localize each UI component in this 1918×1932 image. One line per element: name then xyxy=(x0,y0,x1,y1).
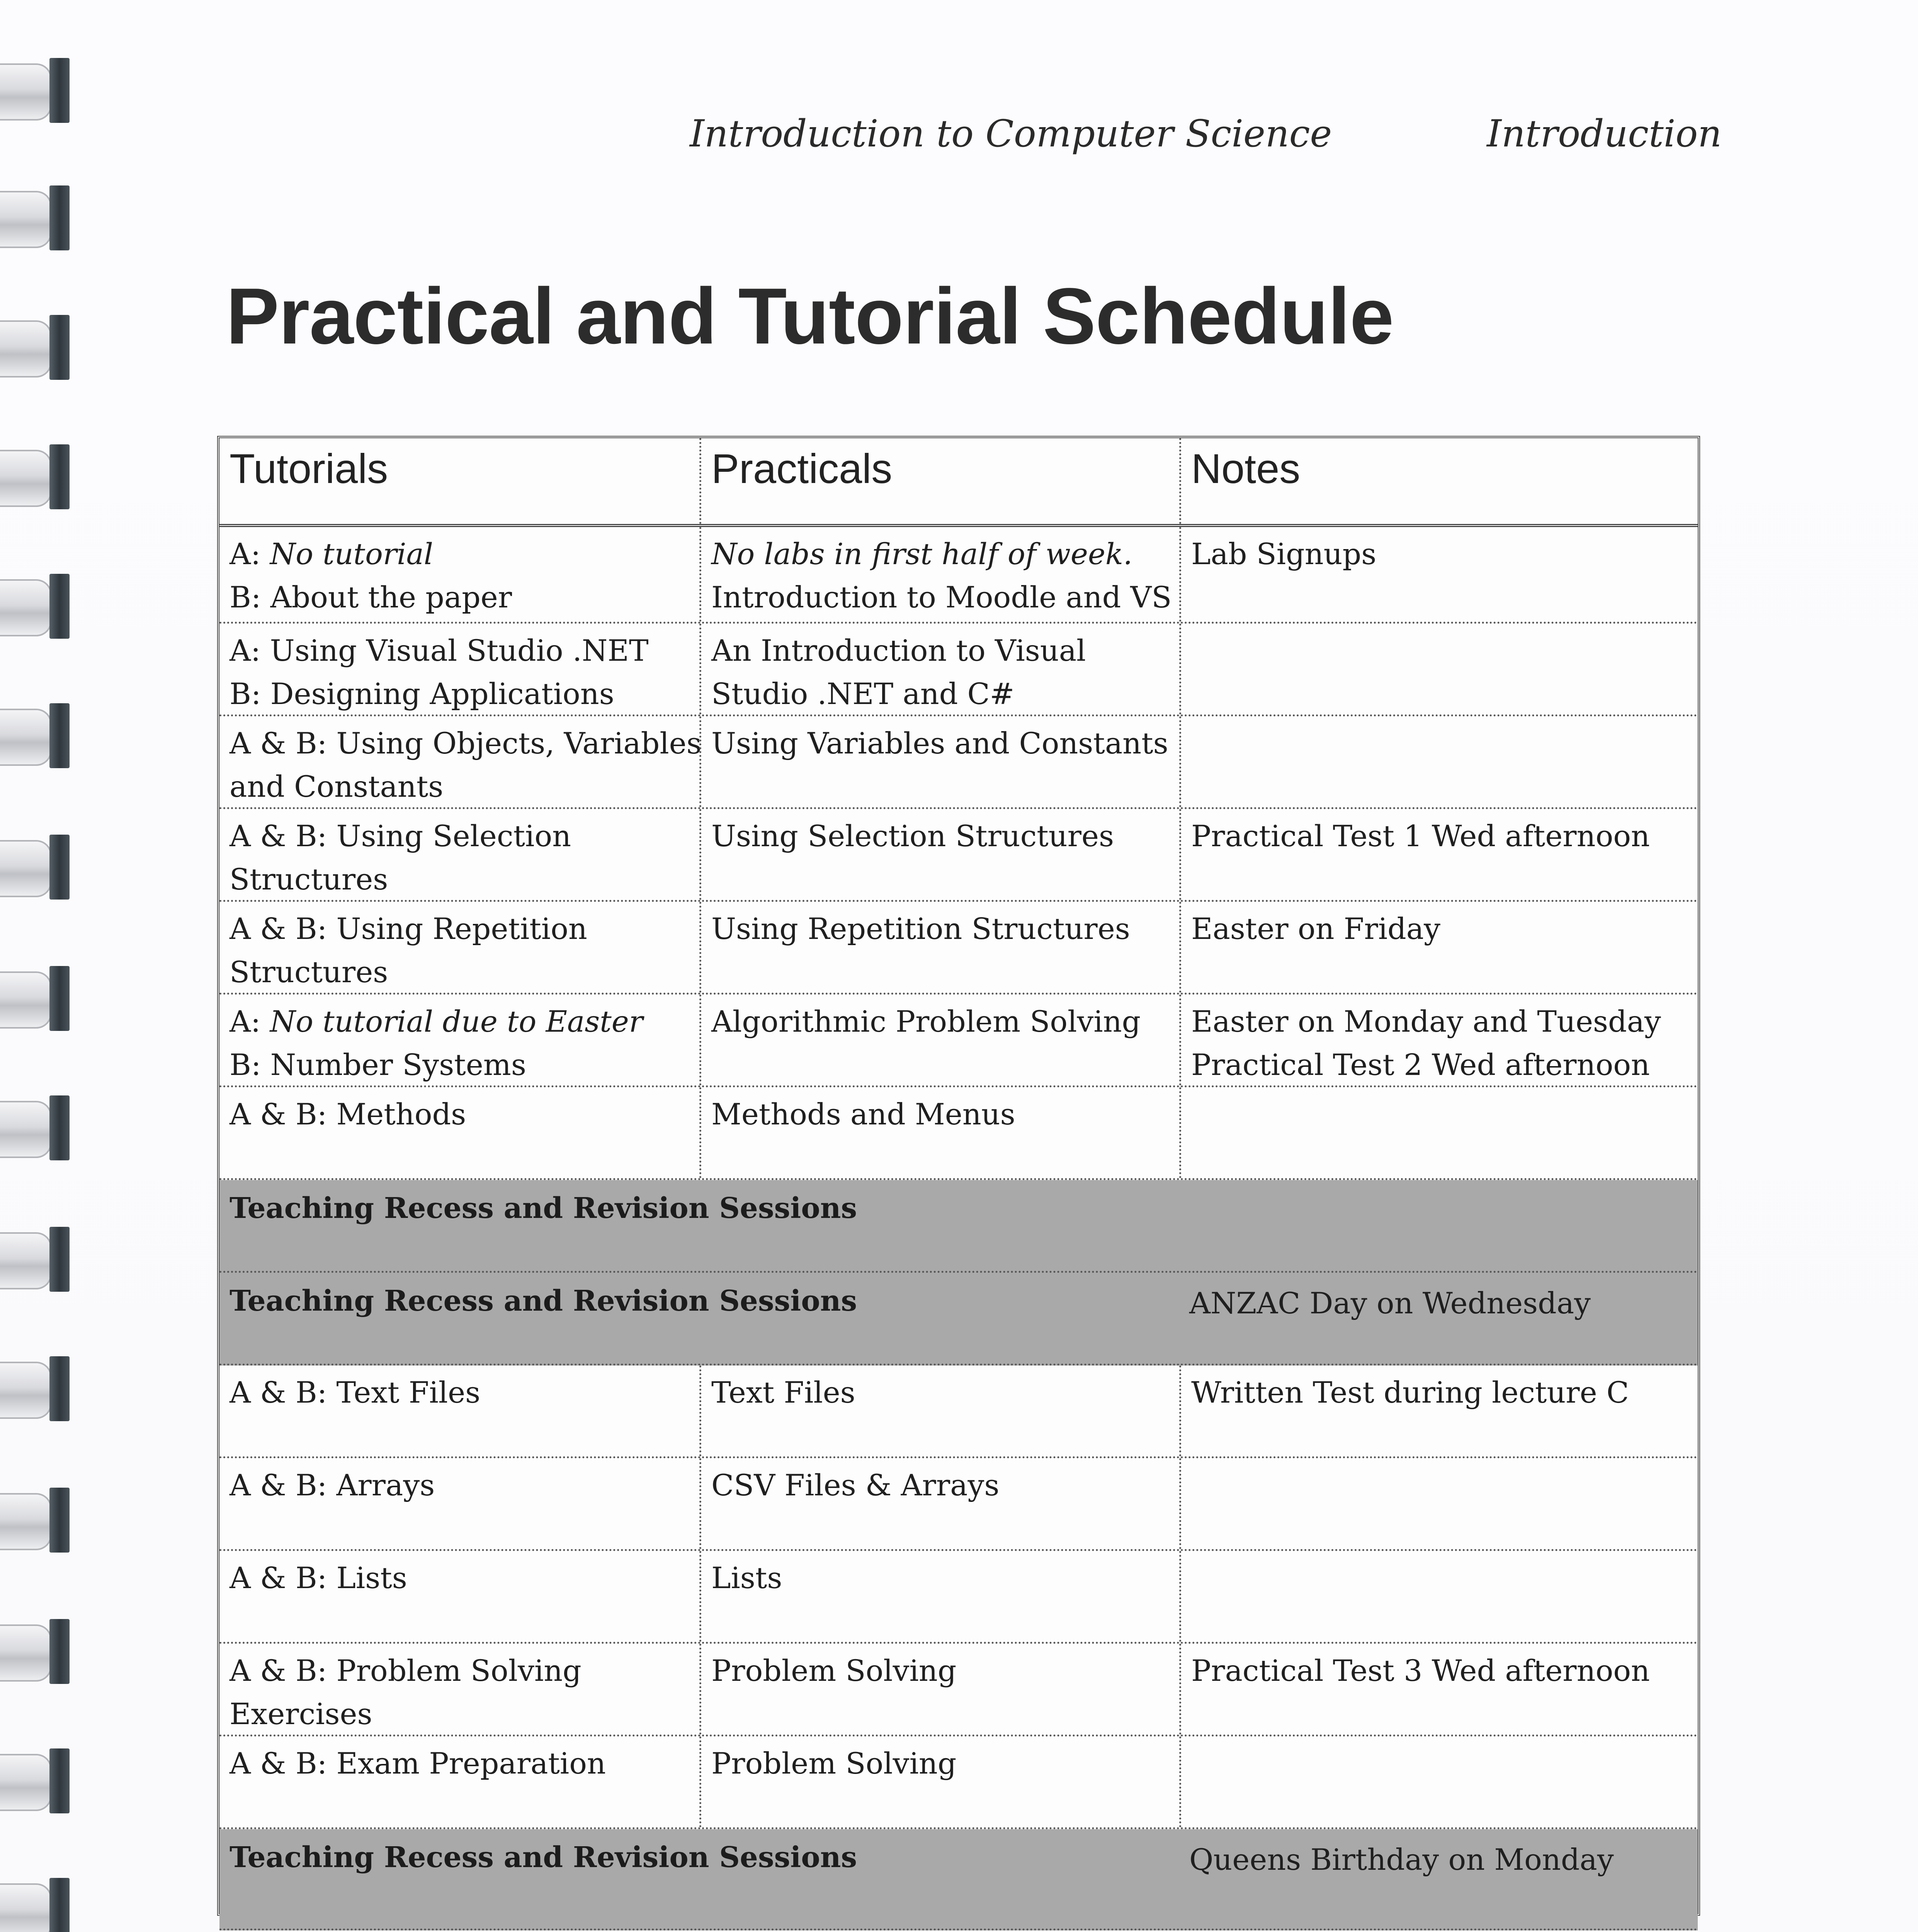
tutorial-cell xyxy=(219,716,702,807)
notes-cell xyxy=(1179,1458,1698,1549)
recess-label: Teaching Recess and Revision Sessions xyxy=(230,1841,857,1874)
column-header-notes: Notes xyxy=(1179,438,1698,524)
notes-line: Easter on Monday and Tuesday xyxy=(1191,1004,1661,1039)
practical-cell xyxy=(699,716,1179,807)
binding-ring xyxy=(0,1878,70,1932)
binding-ring xyxy=(0,1488,70,1553)
table-row xyxy=(219,1458,1698,1551)
recess-row xyxy=(219,1273,1698,1366)
tutorial-line: A & B: Using Repetition xyxy=(230,912,587,946)
tutorial-line: A: Using Visual Studio .NET xyxy=(230,633,649,668)
table-row xyxy=(219,809,1698,902)
tutorial-cell xyxy=(219,1644,699,1735)
notes-cell xyxy=(1179,995,1698,1085)
table-row xyxy=(219,527,1698,624)
table-header-row xyxy=(219,438,1698,527)
recess-row xyxy=(219,1180,1698,1273)
practical-cell xyxy=(699,1087,1179,1178)
notes-line: Lab Signups xyxy=(1191,537,1377,571)
practical-line: Using Repetition Structures xyxy=(711,912,1130,946)
binding-ring xyxy=(0,444,70,510)
practical-line: CSV Files & Arrays xyxy=(711,1468,1000,1502)
notes-cell xyxy=(1179,1644,1698,1735)
notes-cell xyxy=(1179,527,1698,622)
recess-row xyxy=(219,1829,1698,1930)
practical-line: Using Selection Structures xyxy=(711,819,1114,853)
tutorial-line: A & B: Problem Solving xyxy=(230,1653,582,1688)
binding-ring xyxy=(0,835,70,900)
table-row xyxy=(219,624,1698,716)
running-header-course: Introduction to Computer Science xyxy=(690,112,1332,155)
practical-cell xyxy=(699,902,1179,993)
notes-cell xyxy=(1179,624,1698,714)
tutorial-line: B: Designing Applications xyxy=(230,677,614,711)
practical-line: Studio .NET and C# xyxy=(711,677,1015,711)
binding-ring xyxy=(0,185,70,251)
tutorial-cell xyxy=(219,1551,699,1642)
tutorial-cell xyxy=(219,1736,699,1827)
recess-label: Teaching Recess and Revision Sessions xyxy=(230,1192,857,1225)
binding-ring xyxy=(0,1748,70,1814)
notes-cell xyxy=(1179,716,1698,807)
binding-ring xyxy=(0,1227,70,1293)
binding-ring xyxy=(0,58,70,124)
schedule-table xyxy=(217,436,1700,1916)
practical-cell xyxy=(699,1366,1179,1456)
practical-line: Algorithmic Problem Solving xyxy=(711,1004,1141,1039)
tutorial-cell xyxy=(219,902,699,993)
tutorial-line: and Constants xyxy=(230,769,444,804)
table-row xyxy=(219,1736,1698,1829)
running-header-section: Introduction xyxy=(1487,112,1722,155)
binding-ring xyxy=(0,315,70,381)
tutorial-cell xyxy=(219,1458,699,1549)
practical-line: Lists xyxy=(711,1561,782,1595)
practical-line: Using Variables and Constants xyxy=(711,726,1168,760)
notes-line: Practical Test 1 Wed afternoon xyxy=(1191,819,1650,853)
practical-line: Problem Solving xyxy=(711,1746,957,1781)
tutorial-group: A: xyxy=(230,1004,270,1039)
column-header-practicals: Practicals xyxy=(699,438,1179,524)
tutorial-group: A: xyxy=(230,537,270,571)
recess-note: Queens Birthday on Monday xyxy=(1189,1842,1614,1877)
notes-line: Easter on Friday xyxy=(1191,912,1440,946)
practical-cell xyxy=(699,1551,1179,1642)
recess-note: ANZAC Day on Wednesday xyxy=(1189,1286,1591,1320)
practical-cell xyxy=(699,624,1179,714)
tutorial-line: B: Number Systems xyxy=(230,1048,526,1082)
tutorial-line: Structures xyxy=(230,862,388,896)
tutorial-line xyxy=(230,532,689,576)
practical-line: Methods and Menus xyxy=(711,1097,1015,1131)
practical-line: An Introduction to Visual xyxy=(711,633,1086,668)
tutorial-cell xyxy=(219,1366,699,1456)
notes-line: Written Test during lecture C xyxy=(1191,1375,1629,1410)
tutorial-line: A & B: Arrays xyxy=(230,1468,435,1502)
tutorial-line: A & B: Methods xyxy=(230,1097,466,1131)
notes-cell xyxy=(1179,1366,1698,1456)
binding-ring xyxy=(0,1356,70,1422)
tutorial-cell xyxy=(219,624,699,714)
notes-cell xyxy=(1179,1736,1698,1827)
practical-cell xyxy=(699,527,1179,622)
tutorial-cell xyxy=(219,527,699,622)
table-row xyxy=(219,1644,1698,1736)
practical-line: Introduction to Moodle and VS xyxy=(711,580,1172,614)
notes-cell xyxy=(1179,1087,1698,1178)
tutorial-cell xyxy=(219,1087,699,1178)
notes-cell xyxy=(1179,809,1698,900)
column-header-tutorials: Tutorials xyxy=(230,445,388,492)
tutorial-line: A & B: Text Files xyxy=(230,1375,481,1410)
binding-ring xyxy=(0,966,70,1032)
binding-ring xyxy=(0,1095,70,1161)
notes-line: Practical Test 3 Wed afternoon xyxy=(1191,1653,1650,1688)
tutorial-line: A & B: Using Objects, Variables xyxy=(230,726,702,760)
tutorial-line: A & B: Exam Preparation xyxy=(230,1746,606,1781)
tutorial-line xyxy=(230,1000,689,1043)
notes-cell xyxy=(1179,902,1698,993)
practical-cell xyxy=(699,1644,1179,1735)
table-row xyxy=(219,902,1698,995)
practical-cell xyxy=(699,1458,1179,1549)
tutorial-note: No tutorial xyxy=(270,537,434,571)
notes-line: Practical Test 2 Wed afternoon xyxy=(1191,1048,1650,1082)
table-row xyxy=(219,1366,1698,1458)
tutorial-line: A & B: Using Selection xyxy=(230,819,571,853)
practical-line: No labs in first half of week. xyxy=(711,537,1133,571)
binding-ring xyxy=(0,703,70,769)
table-row xyxy=(219,716,1698,809)
practical-line: Text Files xyxy=(711,1375,855,1410)
practical-cell xyxy=(699,809,1179,900)
tutorial-cell xyxy=(219,995,699,1085)
binding-ring xyxy=(0,1619,70,1685)
practical-line: Problem Solving xyxy=(711,1653,957,1688)
binding-ring xyxy=(0,574,70,639)
table-row xyxy=(219,995,1698,1087)
table-row xyxy=(219,1551,1698,1644)
tutorial-line: A & B: Lists xyxy=(230,1561,407,1595)
tutorial-line: Exercises xyxy=(230,1697,372,1731)
notes-cell xyxy=(1179,1551,1698,1642)
tutorial-note: No tutorial due to Easter xyxy=(270,1004,643,1039)
page-title: Practical and Tutorial Schedule xyxy=(226,272,1394,361)
practical-cell xyxy=(699,1736,1179,1827)
practical-cell xyxy=(699,995,1179,1085)
tutorial-line: Structures xyxy=(230,955,388,989)
table-row xyxy=(219,1087,1698,1180)
tutorial-cell xyxy=(219,809,699,900)
tutorial-line: B: About the paper xyxy=(230,580,512,614)
recess-label: Teaching Recess and Revision Sessions xyxy=(230,1284,857,1318)
